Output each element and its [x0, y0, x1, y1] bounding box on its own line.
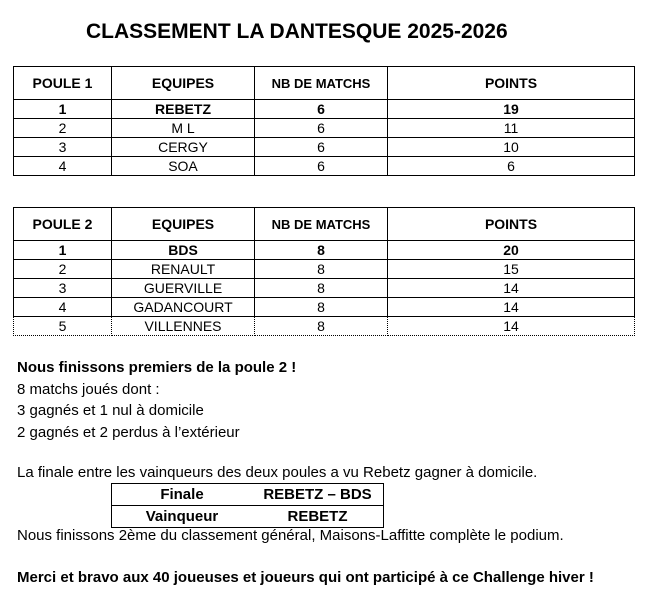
rank-cell: 1 — [14, 241, 112, 260]
matches-cell: 6 — [255, 119, 388, 138]
points-cell: 11 — [388, 119, 635, 138]
points-cell: 15 — [388, 260, 635, 279]
table-row — [14, 138, 635, 157]
rank-cell: 4 — [14, 157, 112, 176]
matches-cell: 6 — [255, 157, 388, 176]
column-header-points: POINTS — [388, 67, 635, 100]
thanks-text: Merci et bravo aux 40 joueuses et joueurs qui ont participé à ce Challenge hiver ! — [17, 569, 594, 586]
team-cell: RENAULT — [112, 260, 255, 279]
rank-cell: 4 — [14, 298, 112, 317]
final-label: Finale — [112, 484, 253, 506]
table-row — [14, 298, 635, 317]
matches-cell: 8 — [255, 279, 388, 298]
matches-cell: 6 — [255, 138, 388, 157]
matches-cell: 8 — [255, 317, 388, 336]
rank-cell: 3 — [14, 279, 112, 298]
final-intro-text: La finale entre les vainqueurs des deux poules a vu Rebetz gagner à domicile. — [17, 464, 538, 481]
summary-line: 3 gagnés et 1 nul à domicile — [17, 402, 204, 419]
final-result-table — [111, 483, 384, 528]
rank-cell: 5 — [14, 317, 112, 336]
column-header-matches: NB DE MATCHS — [255, 67, 388, 100]
winner-value: REBETZ — [287, 508, 348, 525]
table-row — [14, 100, 635, 119]
rank-cell: 3 — [14, 138, 112, 157]
final-value: REBETZ – BDS — [252, 484, 384, 506]
column-header-matches: NB DE MATCHS — [255, 208, 388, 241]
column-header-teams: EQUIPES — [112, 67, 255, 100]
column-header-teams: EQUIPES — [112, 208, 255, 241]
matches-cell: 8 — [255, 298, 388, 317]
rank-cell: 2 — [14, 119, 112, 138]
points-cell: 14 — [388, 279, 635, 298]
matches-cell: 6 — [255, 100, 388, 119]
column-header-pool: POULE 1 — [14, 67, 112, 100]
team-cell: REBETZ — [112, 100, 255, 119]
table-row — [14, 157, 635, 176]
table-row — [14, 260, 635, 279]
team-cell: VILLENNES — [112, 317, 255, 336]
final-row — [112, 484, 384, 506]
points-cell: 20 — [388, 241, 635, 260]
table-row — [14, 279, 635, 298]
table-row — [14, 241, 635, 260]
pool-2-table — [13, 207, 635, 336]
column-header-pool: POULE 2 — [14, 208, 112, 241]
pool-1-table — [13, 66, 635, 176]
column-header-points: POINTS — [388, 208, 635, 241]
team-cell: SOA — [112, 157, 255, 176]
points-cell: 6 — [388, 157, 635, 176]
page-title: CLASSEMENT LA DANTESQUE 2025-2026 — [86, 20, 508, 43]
winner-label: Vainqueur — [145, 508, 219, 525]
rank-cell: 2 — [14, 260, 112, 279]
team-cell: M L — [112, 119, 255, 138]
table-header-row — [14, 67, 635, 100]
points-cell: 14 — [388, 317, 635, 336]
points-cell: 10 — [388, 138, 635, 157]
summary-line: 2 gagnés et 2 perdus à l’extérieur — [17, 424, 240, 441]
matches-cell: 8 — [255, 260, 388, 279]
team-cell: CERGY — [112, 138, 255, 157]
general-ranking-text: Nous finissons 2ème du classement général, Maisons-Laffitte complète le podium. — [17, 527, 564, 544]
summary-line: 8 matchs joués dont : — [17, 381, 160, 398]
matches-cell: 8 — [255, 241, 388, 260]
table-row — [14, 317, 635, 336]
table-header-row — [14, 208, 635, 241]
team-cell: GUERVILLE — [112, 279, 255, 298]
rank-cell: 1 — [14, 100, 112, 119]
team-cell: BDS — [112, 241, 255, 260]
points-cell: 19 — [388, 100, 635, 119]
team-cell: GADANCOURT — [112, 298, 255, 317]
table-row — [14, 119, 635, 138]
summary-headline: Nous finissons premiers de la poule 2 ! — [17, 359, 297, 376]
points-cell: 14 — [388, 298, 635, 317]
